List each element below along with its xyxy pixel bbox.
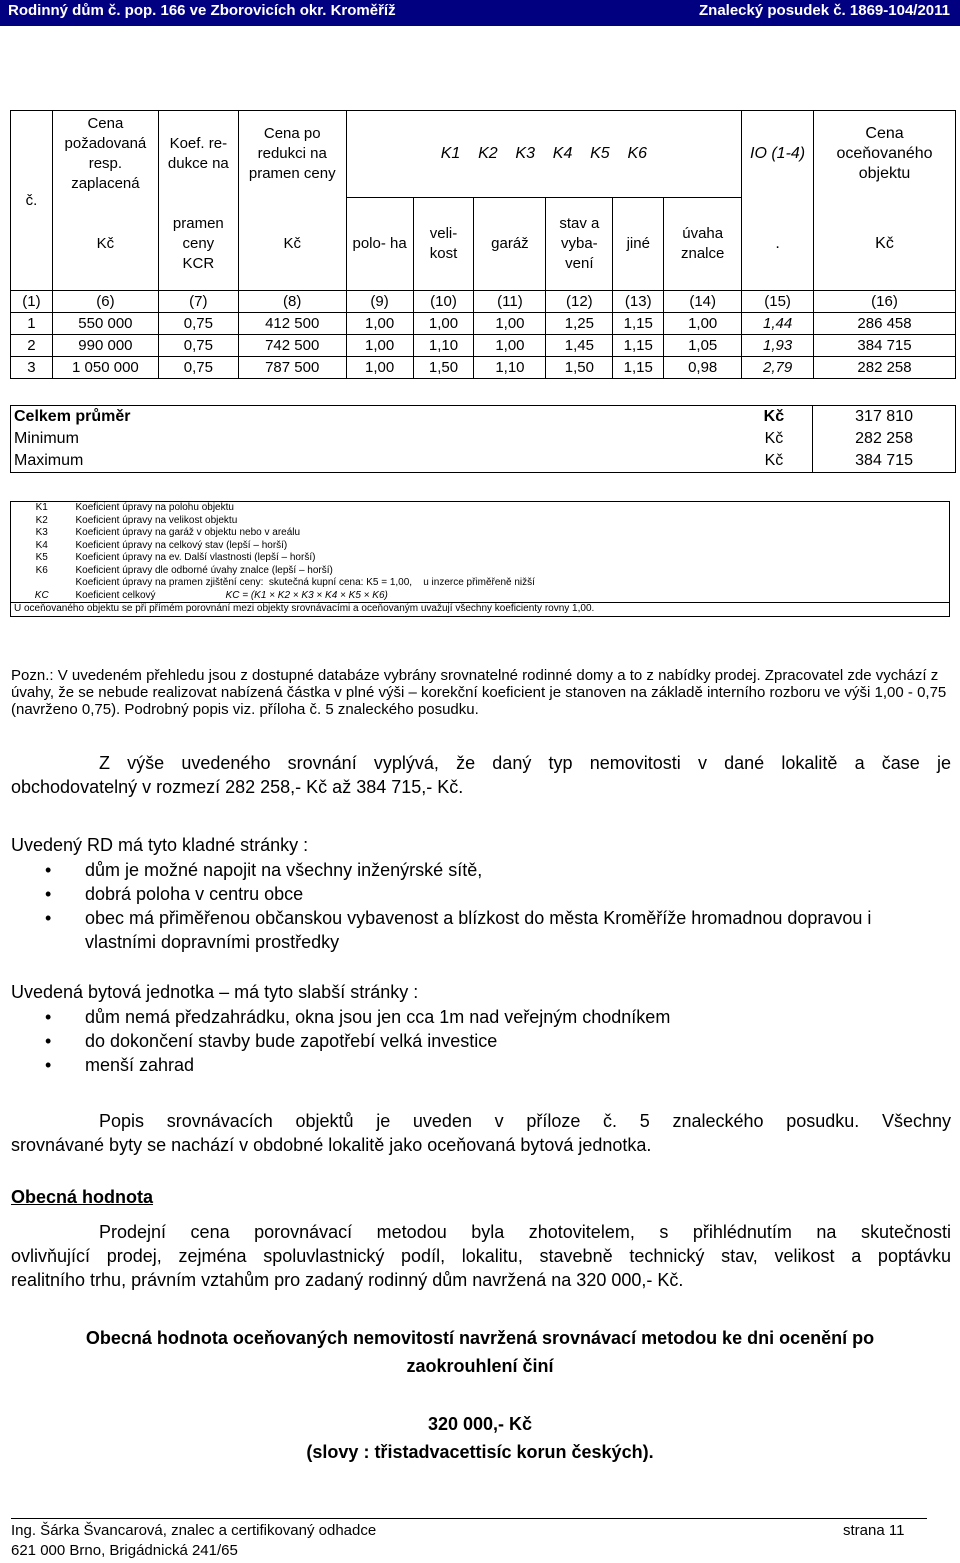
weaknesses-list [11,1005,911,1077]
th-cena-po-redukci: Cena po redukci na pramen ceny [238,111,346,198]
cell: 1,15 [613,357,664,379]
conclusion-line-2: obchodovatelný v rozmezí 282 258,- Kč až 384 715,- Kč. [11,777,464,797]
cell: 1,44 [742,313,814,335]
strengths-title: Uvedený RD má tyto kladné stránky : [11,835,309,855]
legend-text: Koeficient úpravy dle odborné úvahy znalce (lepší – horší) [75,564,333,576]
summary-value: 384 715 [813,450,956,473]
cell: 1,00 [346,335,413,357]
idx-cell: (1) [11,291,53,313]
cell: 0,75 [158,335,238,357]
idx-cell: (6) [52,291,158,313]
th-dot: . [742,198,814,291]
legend-text: Koeficient celkový [75,589,156,601]
legend-text: Koeficient úpravy na polohu objektu [75,502,234,513]
legend-kc-text [73,590,950,603]
summary-label: Minimum [11,428,736,450]
summary-value: 317 810 [813,406,956,429]
legend-row-kc [11,590,950,603]
header-left: Rodinný dům č. pop. 166 ve Zborovicích okr. Kroměříž [8,2,396,19]
cell: 1,25 [546,313,613,335]
general-value-line-1: Prodejní cena porovnávací metodou byla zhotovitelem, s přihlédnutím na skutečnosti [99,1222,951,1242]
idx-cell: (14) [664,291,742,313]
legend-row [11,565,950,578]
legend-key: K2 [35,514,48,526]
comparison-table [10,110,956,379]
cell: 1,10 [474,357,546,379]
cell: 742 500 [238,335,346,357]
cell: 550 000 [52,313,158,335]
summary-label: Maximum [11,450,736,473]
general-value-line-2: ovlivňující prodej, zejména spoluvlastnický podíl, lokalitu, stavebně technický stav, velikost a poptávku [11,1246,951,1266]
idx-cell: (7) [158,291,238,313]
cell: 1,00 [413,313,474,335]
list-item: • dům nemá předzahrádku, okna jsou jen cca 1m nad veřejným chodníkem [11,1005,911,1029]
legend-key: K6 [35,564,48,576]
th-kc: Kč [52,198,158,291]
legend-note: U oceňovaného objektu se při přímém porovnání mezi objekty srovnávacími a oceňovaným uvažují všechny koeficienty rovny 1,00. [11,603,950,617]
cell: 990 000 [52,335,158,357]
th-stav: stav a vyba- vení [546,198,613,291]
legend-note-row [11,603,950,617]
legend-key: K1 [35,502,48,513]
th-garaz: garáž [474,198,546,291]
conclusion-line-1: Z výše uvedeného srovnání vyplývá, že daný typ nemovitosti v dané lokalitě a čase je [99,753,951,773]
legend-key: K4 [35,539,48,551]
weaknesses-title: Uvedená bytová jednotka – má tyto slabší stránky : [11,982,419,1002]
idx-cell: (12) [546,291,613,313]
cell: 787 500 [238,357,346,379]
th-io: IO (1-4) [742,111,814,198]
legend-row [11,515,950,528]
general-value-line-3: realitního trhu, právním vztahům pro zadaný rodinný dům navržená na 320 000,- Kč. [11,1270,684,1290]
cell: 384 715 [814,335,956,357]
cell: 1,00 [346,313,413,335]
summary-unit: Kč [736,450,813,473]
summary-value: 282 258 [813,428,956,450]
legend-text: Koeficient úpravy na pramen zjištění ceny: skutečná kupní cena: K5 = 1,00, u inzerce přiměřeně nižší [75,577,535,588]
table-row [11,335,956,357]
footer-address: 621 000 Brno, Brigádnická 241/65 [11,1542,238,1559]
cell: 286 458 [814,313,956,335]
list-item: • obec má přiměřenou občanskou vybavenost a blízkost do města Kroměříže hromadnou dopravou i vlastními dopravními prostředky [11,906,911,954]
cell: 0,75 [158,313,238,335]
cell: 1,15 [613,313,664,335]
legend-row [11,552,950,565]
summary-row [11,428,956,450]
section-title: Obecná hodnota [11,1187,154,1207]
list-item: • do dokončení stavby bude zapotřebí velká investice [11,1029,911,1053]
cell: 1,93 [742,335,814,357]
cell: 1,45 [546,335,613,357]
description-line-1: Popis srovnávacích objektů je uveden v příloze č. 5 znaleckého posudku. Všechny [99,1111,951,1131]
legend-text: Koeficient úpravy na velikost objektu [75,514,238,526]
page-header [0,0,960,26]
cell: 1 050 000 [52,357,158,379]
cell: 3 [11,357,53,379]
legend-row [11,540,950,553]
cell: 1 [11,313,53,335]
summary-label: Celkem průměr [11,406,736,429]
th-pramen-label: pramen ceny [172,214,224,252]
final-value: 320 000,- Kč [427,1414,533,1434]
legend-row [11,527,950,540]
strengths-list [11,858,911,954]
final-statement-line-2: zaokrouhlení činí [406,1356,554,1376]
idx-cell: (15) [742,291,814,313]
legend-text: Koeficient úpravy na garáž v objektu nebo v areálu [75,527,301,538]
note-paragraph: Pozn.: V uvedeném přehledu jsou z dostupné databáze vybrány srovnatelné rodinné domy a to z nabídky prodej. Zpracovatel zde vychází z úvahy, že se nebude realizovat nabízená částka v plné výši – korekční koeficient je stanoven na základě interního rozboru ve výši 1,00 - 0,75 (navrženo 0,75). Podrobný popis viz. příloha č. 5 znaleckého posudku. [11,667,947,718]
header-right: Znalecký posudek č. 1869-104/2011 [699,2,950,19]
idx-cell: (11) [474,291,546,313]
cell: 2,79 [742,357,814,379]
table-row [11,357,956,379]
legend-row [11,577,950,590]
legend-key: KC [34,589,49,601]
cell: 1,00 [474,313,546,335]
cell: 1,15 [613,335,664,357]
th-k-coefficients: K1 K2 K3 K4 K5 K6 [346,111,742,198]
cell: 0,75 [158,357,238,379]
summary-table [10,405,956,473]
legend-key: K5 [35,552,48,563]
footer-page: strana 11 [843,1522,905,1539]
cell: 412 500 [238,313,346,335]
list-item: • dům je možné napojit na všechny inženýrské sítě, [11,858,911,882]
legend-text: Koeficient úpravy na celkový stav (lepší – horší) [75,539,288,551]
legend-key: K3 [35,527,48,538]
idx-cell: (13) [613,291,664,313]
legend-formula: KC = (K1 × K2 × K3 × K4 × K5 × K6) [225,589,388,601]
footer-divider [11,1518,927,1519]
final-value-words: (slovy : třistadvacettisíc korun českých). [306,1442,654,1462]
summary-unit: Kč [736,428,813,450]
cell: 1,05 [664,335,742,357]
legend-row [11,502,950,515]
summary-row [11,406,956,429]
idx-cell: (16) [814,291,956,313]
th-cena-pozadovana: Cena požadovaná resp. zaplacená [52,111,158,198]
th-velikost: veli- kost [413,198,474,291]
summary-unit: Kč [736,406,813,429]
th-cena-objektu: Cena oceňovaného objektu [814,111,956,198]
legend-box [10,501,950,617]
index-row [11,291,956,313]
th-uvaha: úvaha znalce [664,198,742,291]
th-kcr: KCR [182,254,215,272]
description-line-2: srovnávané byty se nachází v obdobné lokalitě jako oceňovaná bytová jednotka. [11,1135,652,1155]
final-statement-line-1: Obecná hodnota oceňovaných nemovitostí navržená srovnávací metodou ke dni ocenění po [85,1328,875,1348]
table-row [11,313,956,335]
cell: 1,10 [413,335,474,357]
cell: 1,50 [413,357,474,379]
cell: 2 [11,335,53,357]
summary-row [11,450,956,473]
idx-cell: (8) [238,291,346,313]
th-pramen [158,198,238,291]
th-kc-2: Kč [238,198,346,291]
list-item: • menší zahrad [11,1053,911,1077]
th-jine: jiné [613,198,664,291]
th-koef: Koef. re- dukce na [158,111,238,198]
footer-author: Ing. Šárka Švancarová, znalec a certifikovaný odhadce [11,1522,377,1539]
cell: 282 258 [814,357,956,379]
cell: 1,00 [346,357,413,379]
cell: 1,00 [474,335,546,357]
legend-key [11,577,73,590]
th-kc-3: Kč [814,198,956,291]
idx-cell: (9) [346,291,413,313]
list-item: • dobrá poloha v centru obce [11,882,911,906]
legend-text: Koeficient úpravy na ev. Další vlastnosti (lepší – horší) [75,552,316,563]
th-c: č. [11,111,53,291]
cell: 1,50 [546,357,613,379]
cell: 1,00 [664,313,742,335]
th-poloha: polo- ha [346,198,413,291]
cell: 0,98 [664,357,742,379]
idx-cell: (10) [413,291,474,313]
